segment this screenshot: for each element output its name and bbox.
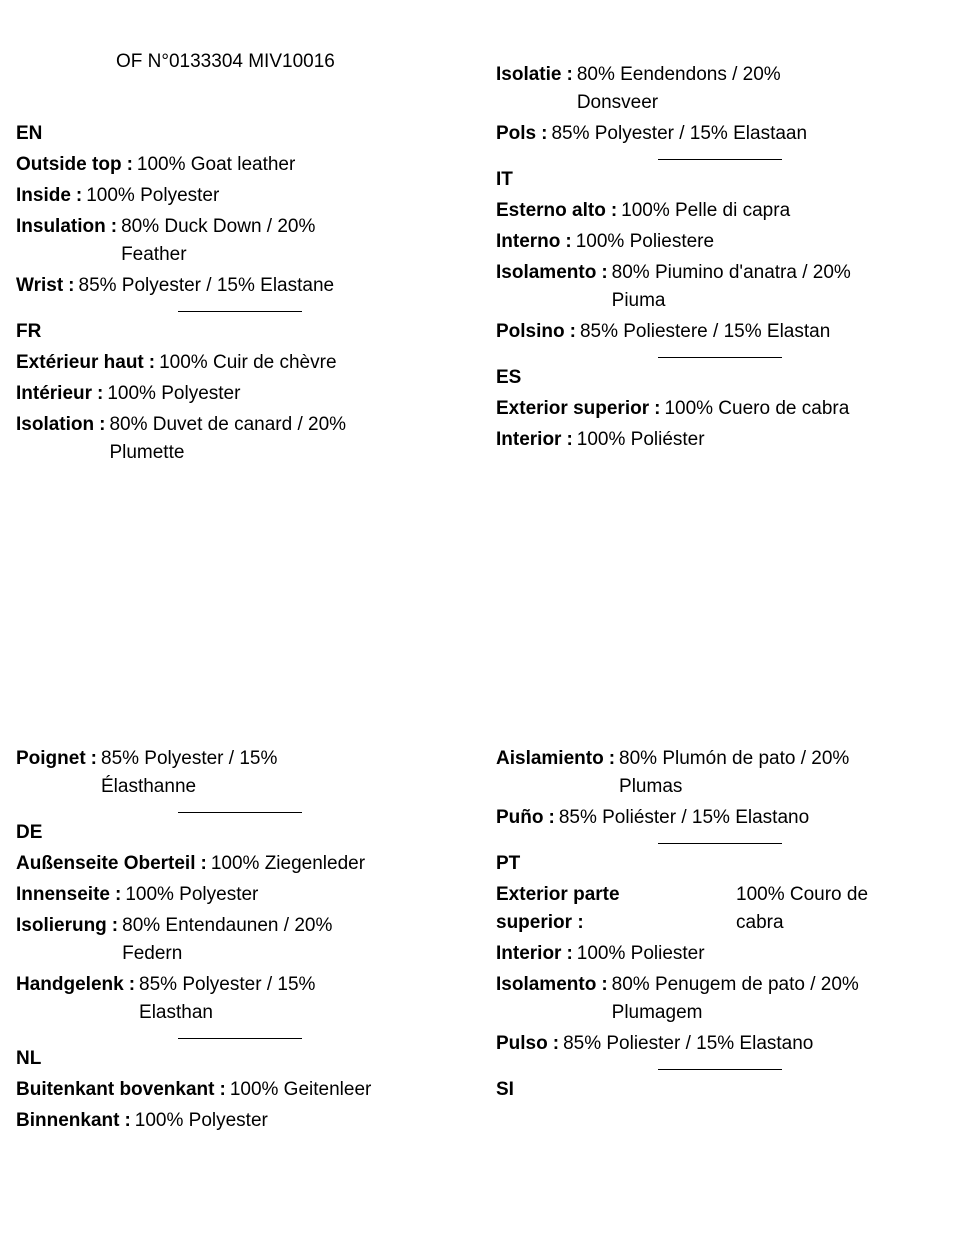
it-insulation-label: Isolamento bbox=[496, 262, 597, 283]
nl-inside-label: Binnenkant bbox=[16, 1110, 120, 1131]
de-outside-top-row: Außenseite Oberteil : 100% Ziegenleder bbox=[16, 850, 456, 878]
it-outside-top-value: 100% Pelle di capra bbox=[621, 200, 791, 221]
fr-outside-top-row: Extérieur haut : 100% Cuir de chèvre bbox=[16, 349, 456, 377]
it-wrist-value: 85% Poliestere / 15% Elastan bbox=[579, 321, 831, 342]
lang-heading-en: EN bbox=[16, 123, 43, 144]
nl-insulation-row: Isolatie : 80% Eendendons / 20% Donsveer bbox=[496, 61, 936, 117]
fr-insulation-value: 80% Duvet de canard / 20% Plumette bbox=[109, 414, 347, 463]
nl-wrist-value: 85% Polyester / 15% Elastaan bbox=[551, 123, 808, 144]
fr-inside-label: Intérieur bbox=[16, 383, 93, 404]
pt-wrist-label: Pulso bbox=[496, 1033, 548, 1054]
divider bbox=[178, 311, 302, 312]
pt-outside-top-value: 100% Couro de cabra bbox=[736, 884, 869, 933]
fr-wrist-value: 85% Polyester / 15% Élasthanne bbox=[101, 748, 278, 797]
fr-insulation-row: Isolation : 80% Duvet de canard / 20% Plumette bbox=[16, 411, 456, 467]
en-inside-value: 100% Polyester bbox=[86, 185, 220, 206]
it-wrist-label: Polsino bbox=[496, 321, 565, 342]
fr-inside-value: 100% Polyester bbox=[107, 383, 241, 404]
en-insulation-label: Insulation bbox=[16, 216, 106, 237]
en-outside-top-label: Outside top bbox=[16, 154, 122, 175]
lang-heading-nl: NL bbox=[16, 1048, 42, 1069]
en-insulation-value: 80% Duck Down / 20% Feather bbox=[121, 216, 316, 265]
pt-outside-top-label: Exterior parte superior : bbox=[496, 884, 620, 933]
en-wrist-row: Wrist : 85% Polyester / 15% Elastane bbox=[16, 272, 456, 300]
en-wrist-label: Wrist bbox=[16, 275, 64, 296]
left-top-column bbox=[16, 120, 456, 470]
right-top-column bbox=[496, 61, 936, 457]
en-outside-top-row: Outside top : 100% Goat leather bbox=[16, 151, 456, 179]
pt-insulation-row: Isolamento : 80% Penugem de pato / 20% Plumagem bbox=[496, 971, 936, 1027]
it-outside-top-row: Esterno alto : 100% Pelle di capra bbox=[496, 197, 936, 225]
nl-wrist-row: Pols : 85% Polyester / 15% Elastaan bbox=[496, 120, 936, 148]
pt-inside-label: Interior bbox=[496, 943, 562, 964]
de-inside-label: Innenseite bbox=[16, 884, 110, 905]
de-insulation-value: 80% Entendaunen / 20% Federn bbox=[122, 915, 333, 964]
it-outside-top-label: Esterno alto bbox=[496, 200, 606, 221]
nl-insulation-value: 80% Eendendons / 20% Donsveer bbox=[576, 64, 781, 113]
de-inside-value: 100% Polyester bbox=[125, 884, 259, 905]
nl-inside-value: 100% Polyester bbox=[134, 1110, 268, 1131]
es-insulation-row: Aislamiento : 80% Plumón de pato / 20% Plumas bbox=[496, 745, 936, 801]
divider bbox=[178, 1038, 302, 1039]
nl-wrist-label: Pols bbox=[496, 123, 537, 144]
it-insulation-row: Isolamento : 80% Piumino d'anatra / 20% Piuma bbox=[496, 259, 936, 315]
es-inside-label: Interior bbox=[496, 429, 562, 450]
pt-insulation-label: Isolamento bbox=[496, 974, 597, 995]
pt-inside-value: 100% Poliester bbox=[576, 943, 705, 964]
fr-outside-top-label: Extérieur haut bbox=[16, 352, 144, 373]
divider bbox=[658, 357, 782, 358]
fr-wrist-label: Poignet bbox=[16, 748, 86, 769]
nl-outside-top-row: Buitenkant bovenkant : 100% Geitenleer bbox=[16, 1076, 456, 1104]
nl-insulation-label: Isolatie bbox=[496, 64, 562, 85]
lang-heading-si: SI bbox=[496, 1079, 514, 1100]
es-outside-top-value: 100% Cuero de cabra bbox=[664, 398, 850, 419]
nl-outside-top-label: Buitenkant bovenkant bbox=[16, 1079, 215, 1100]
fr-outside-top-value: 100% Cuir de chèvre bbox=[159, 352, 337, 373]
es-wrist-label: Puño bbox=[496, 807, 544, 828]
es-outside-top-label: Exterior superior bbox=[496, 398, 650, 419]
en-wrist-value: 85% Polyester / 15% Elastane bbox=[78, 275, 335, 296]
divider bbox=[658, 1069, 782, 1070]
lang-heading-fr: FR bbox=[16, 321, 42, 342]
fr-inside-row: Intérieur : 100% Polyester bbox=[16, 380, 456, 408]
es-inside-row: Interior : 100% Poliéster bbox=[496, 426, 936, 454]
lang-heading-it: IT bbox=[496, 169, 513, 190]
es-insulation-label: Aislamiento bbox=[496, 748, 604, 769]
de-inside-row: Innenseite : 100% Polyester bbox=[16, 881, 456, 909]
divider bbox=[658, 159, 782, 160]
pt-outside-top-row bbox=[496, 881, 936, 937]
es-inside-value: 100% Poliéster bbox=[576, 429, 705, 450]
right-bottom-column bbox=[496, 745, 936, 1107]
it-inside-label: Interno bbox=[496, 231, 561, 252]
es-wrist-row: Puño : 85% Poliéster / 15% Elastano bbox=[496, 804, 936, 832]
de-insulation-row: Isolierung : 80% Entendaunen / 20% Federn bbox=[16, 912, 456, 968]
lang-heading-de: DE bbox=[16, 822, 43, 843]
de-wrist-value: 85% Polyester / 15% Elasthan bbox=[139, 974, 316, 1023]
en-inside-row: Inside : 100% Polyester bbox=[16, 182, 456, 210]
de-wrist-row: Handgelenk : 85% Polyester / 15% Elasthan bbox=[16, 971, 456, 1027]
pt-wrist-value: 85% Poliester / 15% Elastano bbox=[563, 1033, 814, 1054]
nl-outside-top-value: 100% Geitenleer bbox=[229, 1079, 372, 1100]
en-inside-label: Inside bbox=[16, 185, 71, 206]
nl-inside-row: Binnenkant : 100% Polyester bbox=[16, 1107, 456, 1135]
en-insulation-row: Insulation : 80% Duck Down / 20% Feather bbox=[16, 213, 456, 269]
en-outside-top-value: 100% Goat leather bbox=[136, 154, 296, 175]
lang-heading-es: ES bbox=[496, 367, 522, 388]
de-insulation-label: Isolierung bbox=[16, 915, 107, 936]
order-reference: OF N°0133304 MIV10016 bbox=[116, 51, 335, 72]
es-outside-top-row: Exterior superior : 100% Cuero de cabra bbox=[496, 395, 936, 423]
lang-heading-pt: PT bbox=[496, 853, 521, 874]
it-wrist-row: Polsino : 85% Poliestere / 15% Elastan bbox=[496, 318, 936, 346]
pt-inside-row: Interior : 100% Poliester bbox=[496, 940, 936, 968]
it-inside-value: 100% Poliestere bbox=[575, 231, 715, 252]
es-wrist-value: 85% Poliéster / 15% Elastano bbox=[558, 807, 810, 828]
divider bbox=[178, 812, 302, 813]
fr-insulation-label: Isolation bbox=[16, 414, 95, 435]
de-outside-top-label: Außenseite Oberteil bbox=[16, 853, 196, 874]
fr-wrist-row: Poignet : 85% Polyester / 15% Élasthanne bbox=[16, 745, 456, 801]
it-insulation-value: 80% Piumino d'anatra / 20% Piuma bbox=[611, 262, 851, 311]
de-wrist-label: Handgelenk bbox=[16, 974, 124, 995]
pt-insulation-value: 80% Penugem de pato / 20% Plumagem bbox=[611, 974, 859, 1023]
es-insulation-value: 80% Plumón de pato / 20% Plumas bbox=[619, 748, 850, 797]
de-outside-top-value: 100% Ziegenleder bbox=[210, 853, 366, 874]
left-bottom-column bbox=[16, 745, 456, 1138]
it-inside-row: Interno : 100% Poliestere bbox=[496, 228, 936, 256]
pt-wrist-row: Pulso : 85% Poliester / 15% Elastano bbox=[496, 1030, 936, 1058]
divider bbox=[658, 843, 782, 844]
